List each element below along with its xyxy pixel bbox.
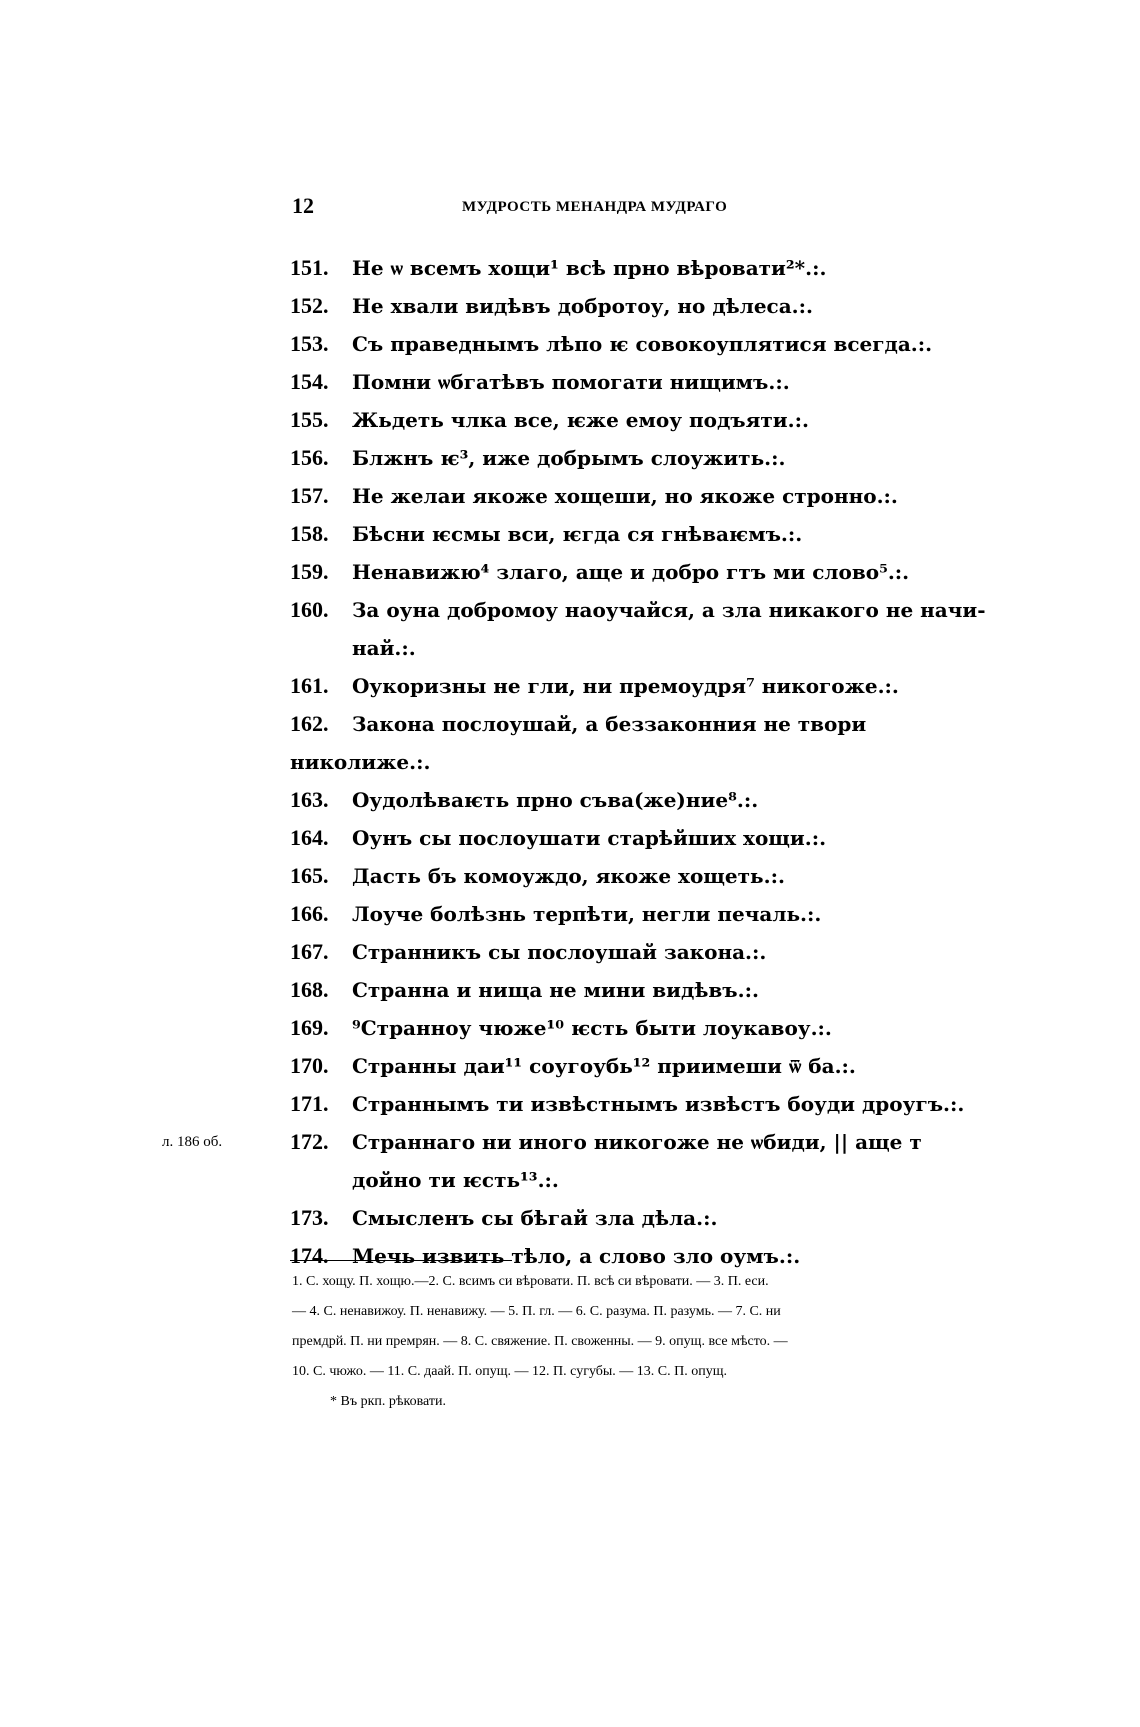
entry-text: Помни ѡбгатѣвъ помогати нищимъ.:. (352, 370, 790, 394)
entry-number: 154. (290, 369, 329, 394)
entry-text: Не хвали видѣвъ добротоу, но дѣлеса.:. (352, 294, 813, 318)
entry-number: 158. (290, 521, 329, 546)
entry-text: За оуна добромоу наоучайся, а зла никакого не начи- (352, 598, 986, 622)
entry-number: 168. (290, 977, 329, 1002)
entry-167 (290, 933, 990, 971)
entry-162 (290, 705, 990, 781)
entry-text: Оудолѣваѥть прно съва(же)ние⁸.:. (352, 788, 759, 812)
entry-continuation: дойно ти ѥсть¹³.:. (352, 1168, 559, 1192)
entry-160 (290, 591, 990, 667)
entry-text: Бѣсни ѥсмы вси, ѥгда ся гнѣваѥмъ.:. (352, 522, 803, 546)
footnote-line: премдрй. П. ни премрян. — 8. С. свяжение. П. своженны. — 9. опущ. все мѣсто. — (292, 1334, 788, 1349)
entry-text: Страннымъ ти извѣстнымъ извѣстъ боуди дроугъ.:. (352, 1092, 965, 1116)
entry-165 (290, 857, 990, 895)
entry-text: Оунъ сы послоушати старѣйших хощи.:. (352, 826, 827, 850)
entry-text: Закона послоушай, а беззаконния не твори николиже.:. (290, 712, 867, 774)
entry-text: Лоуче болѣзнь терпѣти, негли печаль.:. (352, 902, 822, 926)
entry-number: 159. (290, 559, 329, 584)
entry-number: 173. (290, 1205, 329, 1230)
entry-text: Оукоризны не гли, ни премоудря⁷ никогоже.:. (352, 674, 899, 698)
entry-number: 161. (290, 673, 329, 698)
entry-163 (290, 781, 990, 819)
entry-154 (290, 363, 990, 401)
entry-number: 165. (290, 863, 329, 888)
page-number: 12 (292, 193, 314, 218)
footnote-divider (290, 1260, 512, 1261)
footnote-line: 10. С. чюжо. — 11. С. даай. П. опущ. — 12. П. сугубы. — 13. С. П. опущ. (292, 1364, 728, 1379)
margin-note: л. 186 об. (162, 1134, 223, 1150)
footnote-asterisk: * Въ ркп. рѣковати. (330, 1394, 446, 1409)
entry-number: 169. (290, 1015, 329, 1040)
entry-number: 151. (290, 255, 329, 280)
entry-text: Странна и нища не мини видѣвъ.:. (352, 978, 759, 1002)
entry-169 (290, 1009, 990, 1047)
entry-text: ⁹Страннoу чюже¹⁰ ѥсть быти лоукавоу.:. (352, 1016, 832, 1040)
entry-text: Блжнъ ѥ³, иже добрымъ слоужить.:. (352, 446, 786, 470)
entries-list (162, 249, 990, 1275)
entry-text: Странны даи¹¹ соугоубь¹² приимеши ѿ ба.:. (352, 1054, 856, 1078)
entry-continuation: най.:. (352, 636, 416, 660)
entry-text: Не ѡ всемъ хощи¹ всѣ прно вѣровати²*.:. (352, 256, 827, 280)
entry-number: 155. (290, 407, 329, 432)
entry-text: Смысленъ сы бѣгай зла дѣла.:. (352, 1206, 718, 1230)
entry-text: Съ праведнымъ лѣпо ѥ совокоуплятися всегда.:. (352, 332, 933, 356)
entry-number: 153. (290, 331, 329, 356)
entry-168 (290, 971, 990, 1009)
entry-159 (290, 553, 990, 591)
entry-173 (290, 1199, 990, 1237)
entry-text: Страннаго ни иного никогоже не ѡбиди, || аще т (352, 1130, 922, 1154)
entry-151 (290, 249, 990, 287)
entry-171 (290, 1085, 990, 1123)
footnote-line: — 4. С. ненавижоу. П. ненавижу. — 5. П. гл. — 6. С. разума. П. разумь. — 7. С. ни (292, 1304, 781, 1319)
entry-text: Не желаи якоже хощеши, но якоже стронно.:. (352, 484, 898, 508)
entry-text: Ненавижю⁴ злаго, аще и добро гтъ ми слово⁵.:. (352, 560, 910, 584)
entry-number: 156. (290, 445, 329, 470)
entry-161 (290, 667, 990, 705)
entry-number: 171. (290, 1091, 329, 1116)
entry-number: 166. (290, 901, 329, 926)
entry-number: 174. (290, 1243, 329, 1268)
entry-166 (290, 895, 990, 933)
entry-number: 163. (290, 787, 329, 812)
entry-157 (290, 477, 990, 515)
running-title: МУДРОСТЬ МЕНАНДРА МУДРАГО (462, 199, 728, 215)
entry-172 (162, 1123, 990, 1199)
entry-number: 157. (290, 483, 329, 508)
entry-number: 164. (290, 825, 329, 850)
entry-158 (290, 515, 990, 553)
entry-number: 162. (290, 711, 329, 736)
footnote-line: 1. С. хощу. П. хощю.—2. С. всимъ си вѣровати. П. всѣ си вѣровати. — 3. П. еси. (292, 1274, 769, 1289)
entry-number: 160. (290, 597, 329, 622)
entry-153 (290, 325, 990, 363)
entry-number: 170. (290, 1053, 329, 1078)
entry-164 (290, 819, 990, 857)
entry-number: 167. (290, 939, 329, 964)
footnotes (292, 1267, 992, 1417)
entry-text: Странникъ сы послоушай закона.:. (352, 940, 767, 964)
entry-number: 172. (290, 1129, 329, 1154)
entry-text: Мечь извить тѣло, а слово зло оумъ.:. (352, 1244, 801, 1268)
entry-number: 152. (290, 293, 329, 318)
entry-text: Жьдеть члка все, ѥже емоу подъяти.:. (352, 408, 809, 432)
entry-156 (290, 439, 990, 477)
entry-152 (290, 287, 990, 325)
entry-170 (290, 1047, 990, 1085)
entry-text: Дасть бъ комоуждо, якоже хощеть.:. (352, 864, 785, 888)
entry-155 (290, 401, 990, 439)
